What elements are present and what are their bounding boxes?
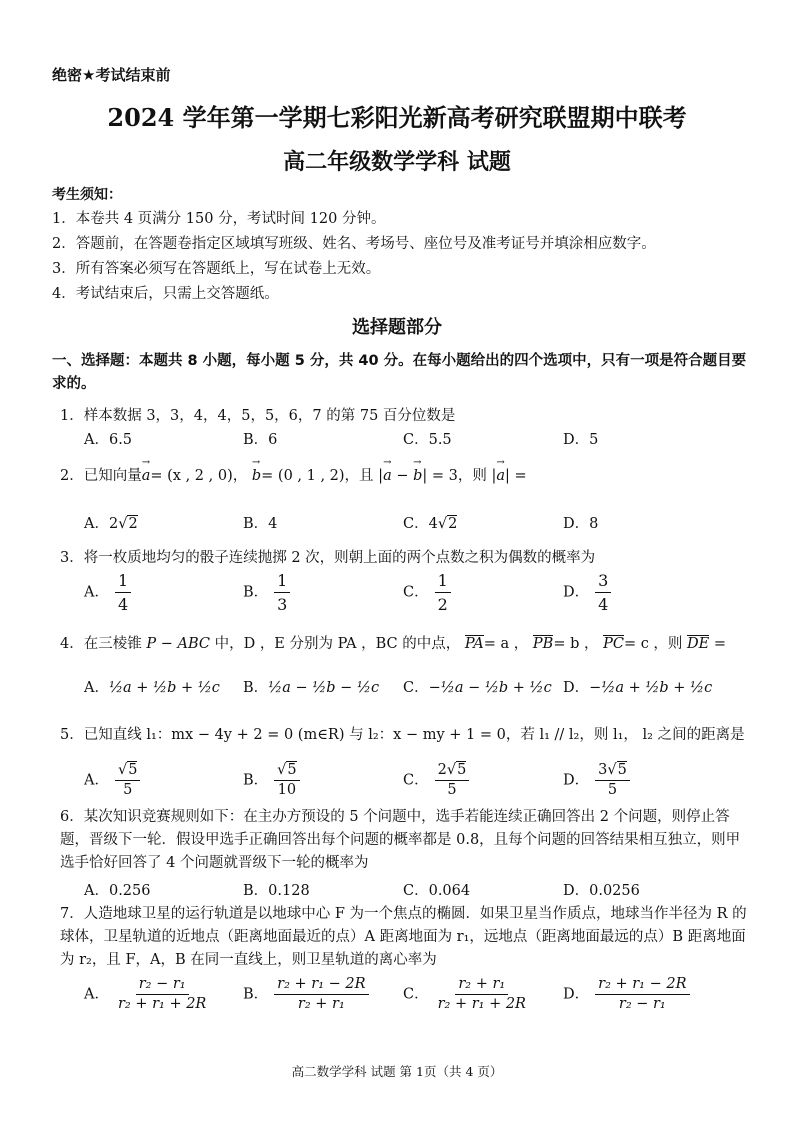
q3-option-d: D． $\frac{3}{4}$ (563, 570, 611, 615)
q4-option-a: A．½a + ½b + ½c (84, 680, 220, 696)
notice-heading: 考生须知： (52, 187, 122, 203)
q3-option-a: A． $\frac{1}{4}$ (84, 570, 131, 615)
question-6-stem: 6．某次知识竞赛规则如下：在主办方预设的 5 个问题中，选手若能连续正确回答出 2 个问题，则停止答题，晋级下一轮．假设甲选手正确回答出每个问题的概率都是 0.8，且每个问题的回答结果相互独立，则甲选手恰好回答了 4 个问题就晋级下一轮的概率为 (60, 809, 741, 871)
q7-option-c: C． $\frac{\text{r₂ + r₁}}{\text{r₂ + r₁ + 2R}}$ (403, 976, 526, 1012)
part-heading: 一、选择题：本题共 8 小题，每小题 5 分，共 40 分。在每小题给出的四个选项中，只有一项是符合题目要求的。 (52, 353, 747, 392)
q6-option-d: D．0.0256 (563, 883, 640, 899)
q1-option-d: D．5 (563, 432, 599, 448)
question-1-stem: 1．样本数据 3，3，4，4，5，5，6，7 的第 75 百分位数是 (60, 408, 456, 424)
q1-option-b: B．6 (243, 432, 278, 448)
vector-a: → a (142, 468, 151, 484)
q2-option-c: C．4√2 (403, 516, 458, 532)
q2-option-b: B．4 (243, 516, 278, 532)
exam-subtitle: 高二年级数学学科 试题 (283, 149, 511, 175)
question-7-stem: 7．人造地球卫星的运行轨道是以地球中心 F 为一个焦点的椭圆．如果卫星当作质点，地球当作半径为 R 的球体，卫星轨道的近地点（距离地面最近的点）A 距离地面为 r₁，远地点（距离地面最远的点）B 距离地面为 r₂，且 F，A，B 在同一直线上，则卫星轨道的离心率为 (60, 906, 747, 968)
notice-item: 3．所有答案必须写在答题纸上，写在试卷上无效。 (52, 261, 381, 277)
q2-option-a: A．2√2 (84, 516, 138, 532)
q6-option-c: C．0.064 (403, 883, 471, 899)
q1-option-a: A．6.5 (84, 432, 133, 448)
q6-option-a: A．0.256 (84, 883, 151, 899)
q1-option-c: C．5.5 (403, 432, 452, 448)
notice-item: 2．答题前，在答题卷指定区域填写班级、姓名、考场号、座位号及准考证号并填涂相应数字。 (52, 236, 656, 252)
question-3-stem: 3．将一枚质地均匀的骰子连续抛掷 2 次，则朝上面的两个点数之积为偶数的概率为 (60, 550, 596, 566)
question-5-stem: 5．已知直线 l₁：mx − 4y + 2 = 0 (m∈R) 与 l₂：x − my + 1 = 0，若 l₁ // l₂，则 l₁， l₂ 之间的距离是 (60, 727, 745, 743)
q4-option-b: B．½a − ½b − ½c (243, 680, 380, 696)
q7-option-a: A． $\frac{\text{r₂ − r₁}}{\text{r₂ + r₁ + 2R}}$ (84, 976, 207, 1012)
question-4-stem: 4．在三棱锥 P − ABC 中，D ，E 分别为 PA ，BC 的中点， PA= a ， PB= b ， PC= c ，则 DE = (60, 636, 727, 652)
q5-option-b: B． $\frac{√5}{10}$ (243, 762, 300, 799)
vector-b: → b (252, 468, 261, 484)
q5-option-c: C． $\frac{2√5}{5}$ (403, 762, 469, 799)
q2-option-d: D．8 (563, 516, 599, 532)
exam-title: 2024 学年第一学期七彩阳光新高考研究联盟期中联考 (107, 103, 687, 132)
q6-option-b: B．0.128 (243, 883, 310, 899)
page-footer: 高二数学学科 试题 第 1页（共 4 页） (291, 1064, 503, 1079)
q4-option-c: C．−½a − ½b + ½c (403, 680, 552, 696)
notice-item: 1．本卷共 4 页满分 150 分，考试时间 120 分钟。 (52, 211, 386, 227)
q5-option-a: A． $\frac{√5}{5}$ (84, 762, 140, 799)
q7-option-b: B． $\frac{\text{r₂ + r₁ − 2R}}{\text{r₂ + r₁}}$ (243, 976, 369, 1013)
q5-option-d: D． $\frac{3√5}{5}$ (563, 762, 630, 799)
q3-option-b: B． $\frac{1}{3}$ (243, 570, 290, 615)
q4-option-d: D．−½a + ½b + ½c (563, 680, 713, 696)
confidential-label: 绝密★考试结束前 (52, 66, 171, 84)
question-2-stem: 2．已知向量→ a= (x , 2 , 0)， → b= (0 , 1 , 2)，且 |→ a − → b| = 3，则 |→ a| = (60, 464, 527, 485)
q3-option-c: C． $\frac{1}{2}$ (403, 570, 451, 615)
notice-item: 4．考试结束后，只需上交答题纸。 (52, 286, 279, 302)
section-title: 选择题部分 (352, 317, 442, 338)
q7-option-d: D． $\frac{\text{r₂ + r₁ − 2R}}{\text{r₂ − r₁}}$ (563, 976, 690, 1013)
